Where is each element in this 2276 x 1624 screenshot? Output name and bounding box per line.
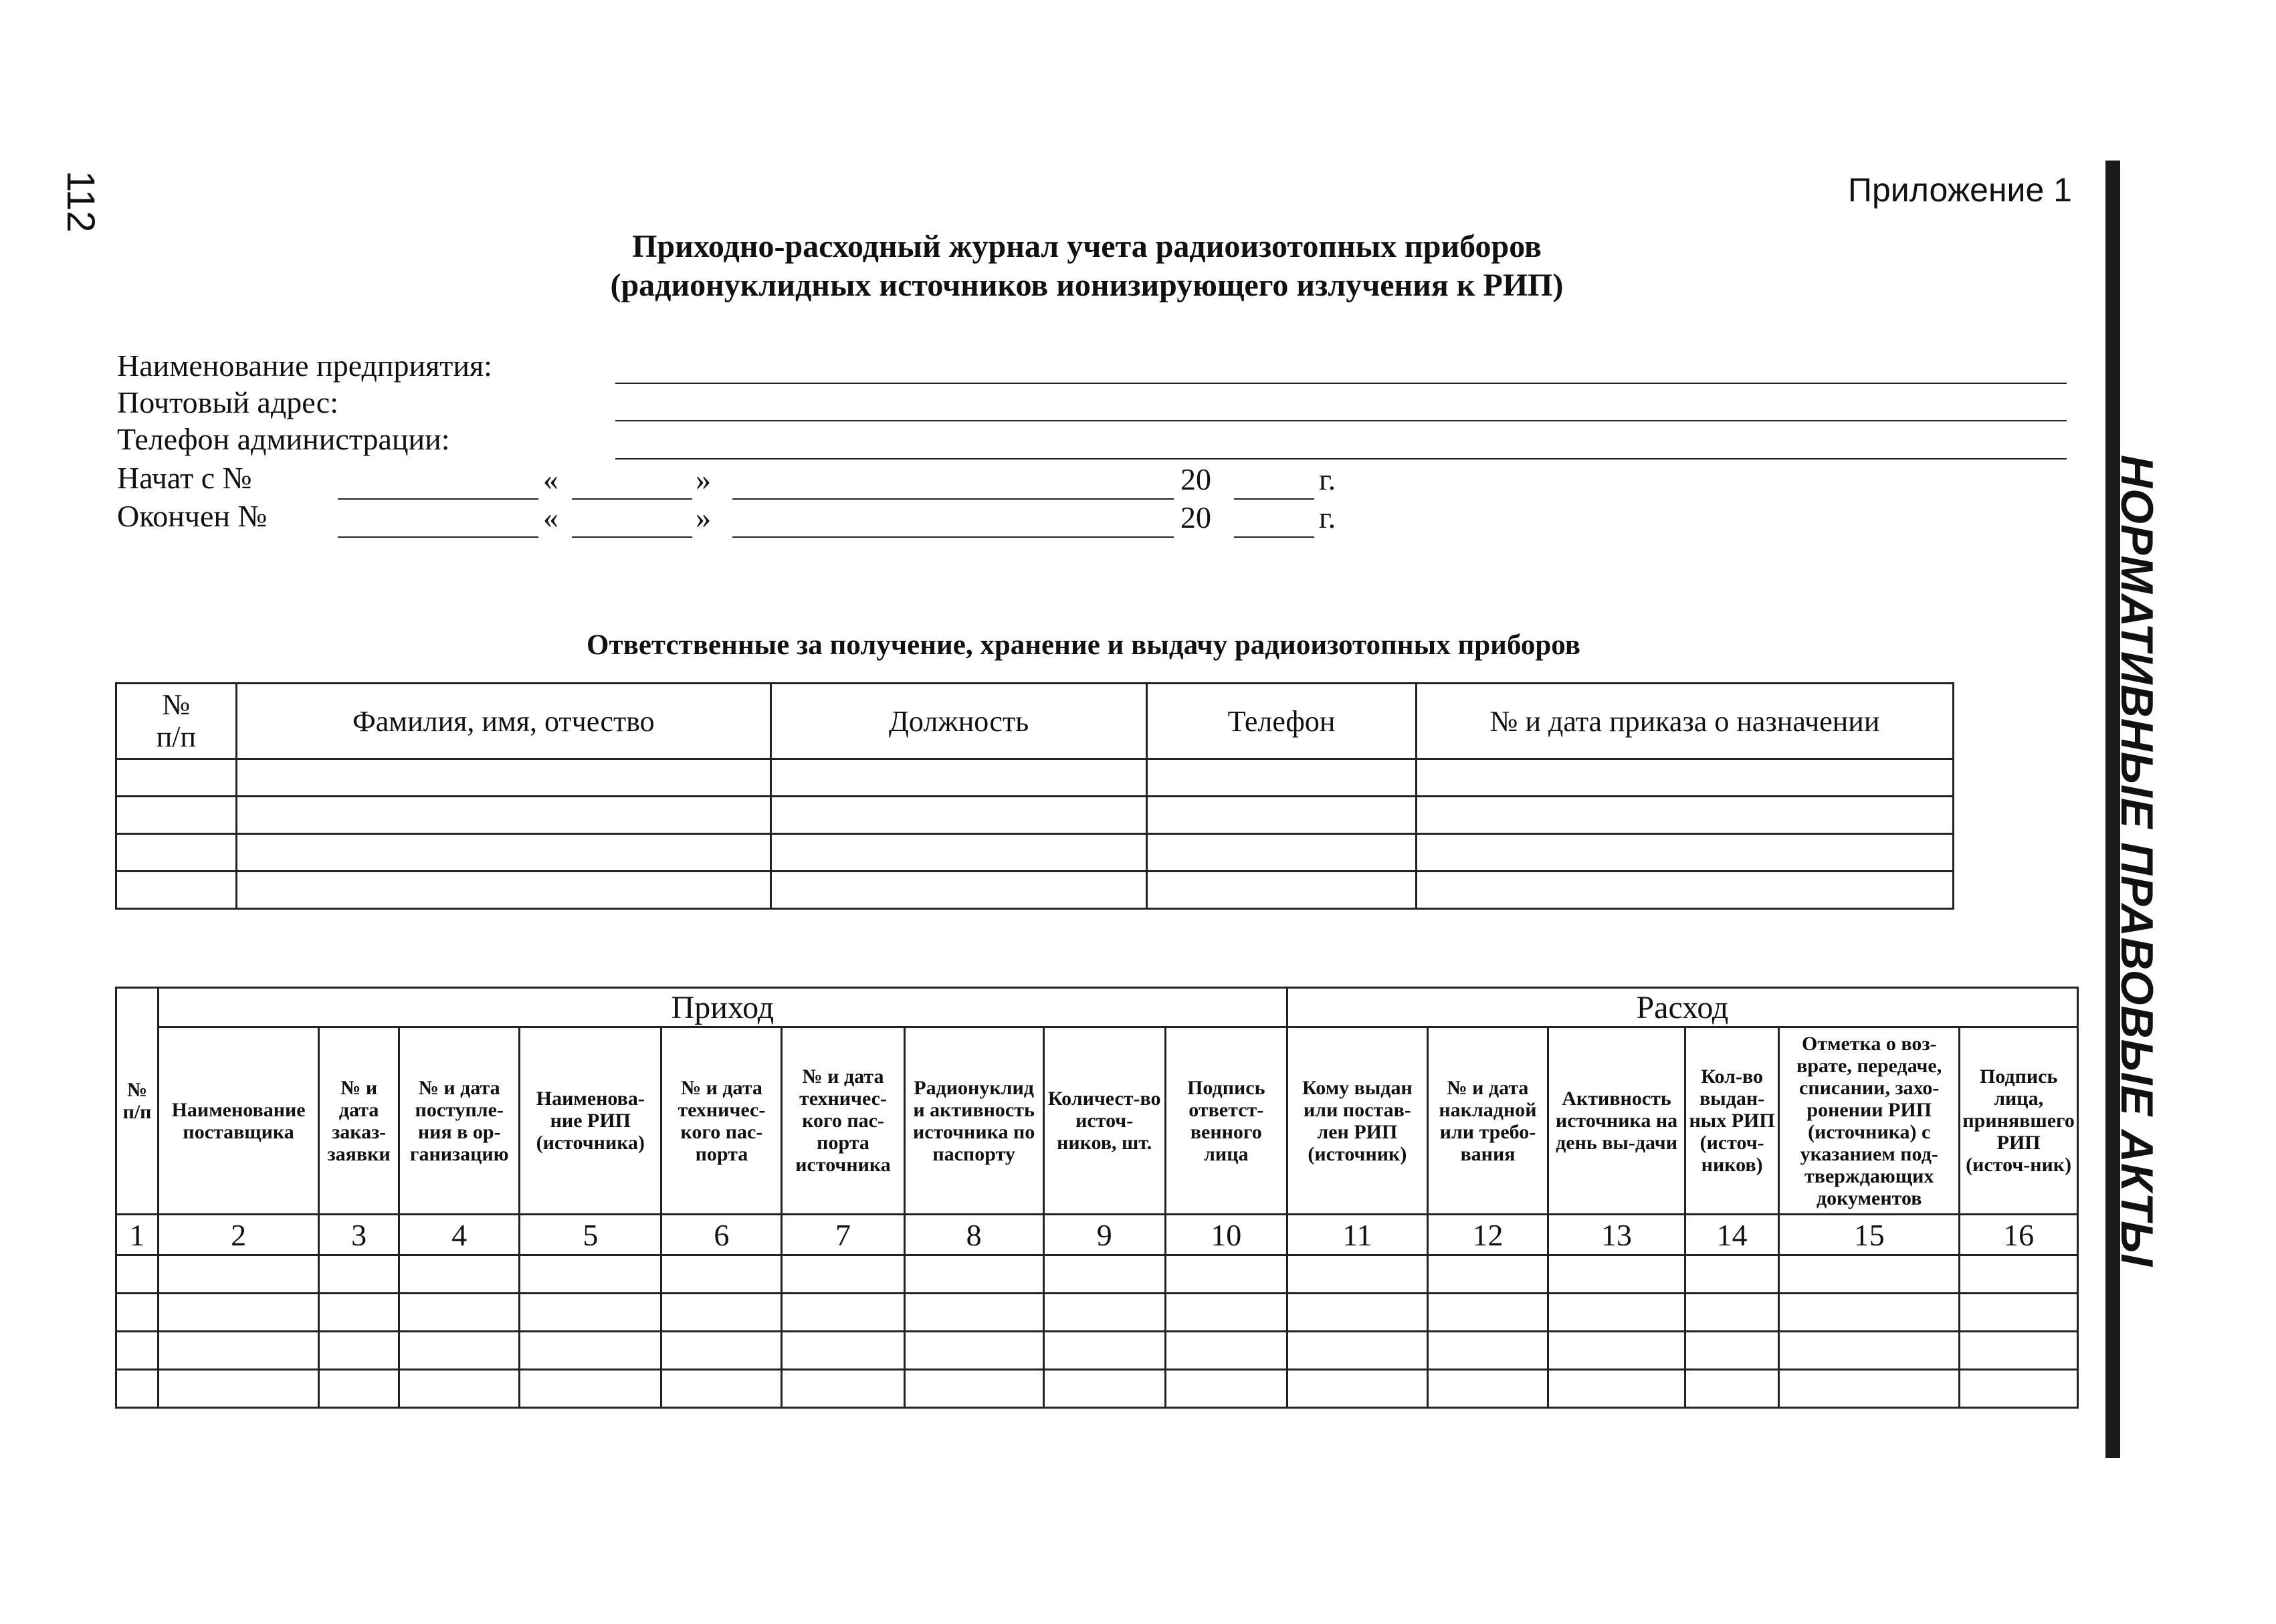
journal-cell[interactable] — [1960, 1332, 2078, 1370]
responsible-row — [116, 834, 1954, 872]
enterprise-field[interactable] — [615, 383, 2067, 384]
responsible-cell[interactable] — [1416, 872, 1953, 909]
journal-col-5: Наименова-ние РИП (источника) — [520, 1027, 661, 1215]
journal-cell[interactable] — [520, 1370, 661, 1408]
journal-col-number: 4 — [399, 1215, 520, 1255]
ended-quote-close: » — [696, 500, 711, 534]
responsible-header-row — [116, 684, 1954, 759]
journal-cell[interactable] — [319, 1255, 399, 1294]
journal-cell[interactable] — [1043, 1294, 1165, 1332]
journal-cell[interactable] — [1960, 1370, 2078, 1408]
journal-number-row — [116, 1215, 2078, 1255]
journal-header-row — [116, 1027, 2078, 1215]
journal-table — [115, 987, 2079, 1409]
document-title — [468, 227, 1705, 305]
phone-field[interactable] — [615, 458, 2067, 460]
journal-cell[interactable] — [520, 1294, 661, 1332]
started-day-field[interactable] — [572, 498, 692, 500]
journal-col-14: Кол-во выдан-ных РИП (источ-ников) — [1685, 1027, 1779, 1215]
responsible-cell[interactable] — [1147, 797, 1417, 834]
journal-cell[interactable] — [661, 1332, 782, 1370]
journal-cell[interactable] — [399, 1294, 520, 1332]
journal-cell[interactable] — [1960, 1294, 2078, 1332]
journal-col-6: № и дата техничес-кого пас-порта — [661, 1027, 782, 1215]
journal-row — [116, 1370, 2078, 1408]
started-quote-open: « — [543, 462, 558, 496]
journal-cell[interactable] — [1685, 1255, 1779, 1294]
journal-col-number: 7 — [782, 1215, 904, 1255]
responsible-cell[interactable] — [236, 834, 770, 872]
journal-col-8: Радионуклид и активность источника по паспорту — [904, 1027, 1043, 1215]
resp-col-num: № п/п — [116, 684, 237, 759]
journal-cell[interactable] — [319, 1294, 399, 1332]
responsible-cell[interactable] — [116, 872, 237, 909]
journal-cell[interactable] — [1165, 1255, 1287, 1294]
title-line-1: Приходно-расходный журнал учета радиоизотопных приборов — [632, 229, 1542, 264]
journal-cell[interactable] — [1165, 1332, 1287, 1370]
ended-label: Окончен № — [117, 499, 268, 533]
journal-col-number: 12 — [1427, 1215, 1548, 1255]
responsible-cell[interactable] — [116, 797, 237, 834]
journal-cell[interactable] — [319, 1332, 399, 1370]
journal-row — [116, 1332, 2078, 1370]
journal-col-number: 6 — [661, 1215, 782, 1255]
journal-group-row — [116, 988, 2078, 1027]
started-year-suffix: г. — [1319, 462, 1336, 496]
journal-col-number: 8 — [904, 1215, 1043, 1255]
started-quote-close: » — [696, 462, 711, 496]
responsible-row — [116, 872, 1954, 909]
journal-cell[interactable] — [1043, 1332, 1165, 1370]
ended-year-field[interactable] — [1234, 536, 1314, 538]
responsible-cell[interactable] — [770, 872, 1146, 909]
responsible-cell[interactable] — [236, 759, 770, 797]
journal-cell[interactable] — [904, 1370, 1043, 1408]
journal-cell[interactable] — [904, 1332, 1043, 1370]
journal-cell[interactable] — [661, 1294, 782, 1332]
journal-cell[interactable] — [399, 1370, 520, 1408]
journal-col-number: 5 — [520, 1215, 661, 1255]
journal-cell[interactable] — [1427, 1294, 1548, 1332]
journal-cell[interactable] — [1685, 1370, 1779, 1408]
journal-col-number: 9 — [1043, 1215, 1165, 1255]
responsible-row — [116, 797, 1954, 834]
journal-cell[interactable] — [782, 1370, 904, 1408]
journal-cell[interactable] — [1427, 1255, 1548, 1294]
resp-col-name: Фамилия, имя, отчество — [236, 684, 770, 759]
journal-col-15: Отметка о воз-врате, передаче, списании, захо-ронении РИП (источника) с указанием под-тверждающих документов — [1779, 1027, 1960, 1215]
responsible-cell[interactable] — [1416, 759, 1953, 797]
journal-col-3: № и дата заказ-заявки — [319, 1027, 399, 1215]
journal-col-number: 1 — [116, 1215, 159, 1255]
journal-col-16: Подпись лица, принявшего РИП (источ-ник) — [1960, 1027, 2078, 1215]
ended-year-suffix: г. — [1319, 500, 1336, 534]
journal-cell[interactable] — [1779, 1370, 1960, 1408]
journal-cell[interactable] — [1548, 1370, 1685, 1408]
journal-col-number: 11 — [1287, 1215, 1427, 1255]
responsible-cell[interactable] — [1147, 834, 1417, 872]
group-expense: Расход — [1287, 988, 2077, 1027]
journal-col-12: № и дата накладной или требо-вания — [1427, 1027, 1548, 1215]
resp-col-phone: Телефон — [1147, 684, 1417, 759]
journal-cell[interactable] — [520, 1332, 661, 1370]
page-number: 112 — [59, 171, 102, 233]
journal-cell[interactable] — [782, 1255, 904, 1294]
journal-col-7: № и дата техничес-кого пас-порта источника — [782, 1027, 904, 1215]
journal-col-11: Кому выдан или постав-лен РИП (источник) — [1287, 1027, 1427, 1215]
journal-cell[interactable] — [159, 1370, 319, 1408]
enterprise-label: Наименование предприятия: — [117, 348, 492, 383]
journal-row — [116, 1255, 2078, 1294]
address-label: Почтовый адрес: — [117, 385, 338, 419]
responsible-cell[interactable] — [236, 797, 770, 834]
journal-cell[interactable] — [661, 1255, 782, 1294]
journal-cell[interactable] — [1779, 1332, 1960, 1370]
journal-col-number: 13 — [1548, 1215, 1685, 1255]
journal-cell[interactable] — [159, 1332, 319, 1370]
started-label: Начат с № — [117, 461, 252, 495]
journal-cell[interactable] — [1427, 1332, 1548, 1370]
journal-col-num: № п/п — [116, 988, 159, 1215]
resp-col-position: Должность — [770, 684, 1146, 759]
appendix-label: Приложение 1 — [1848, 171, 2072, 209]
journal-cell[interactable] — [1043, 1255, 1165, 1294]
journal-cell[interactable] — [159, 1294, 319, 1332]
responsible-cell[interactable] — [1147, 759, 1417, 797]
journal-cell[interactable] — [116, 1255, 159, 1294]
journal-col-number: 3 — [319, 1215, 399, 1255]
responsible-cell[interactable] — [1416, 834, 1953, 872]
journal-col-number: 15 — [1779, 1215, 1960, 1255]
responsible-table — [115, 682, 1954, 910]
responsible-cell[interactable] — [116, 834, 237, 872]
responsible-cell[interactable] — [770, 834, 1146, 872]
responsible-cell[interactable] — [770, 797, 1146, 834]
journal-cell[interactable] — [1779, 1294, 1960, 1332]
journal-cell[interactable] — [1548, 1294, 1685, 1332]
journal-cell[interactable] — [399, 1255, 520, 1294]
responsible-cell[interactable] — [116, 759, 237, 797]
journal-cell[interactable] — [782, 1294, 904, 1332]
title-line-2: (радионуклидных источников ионизирующего излучения к РИП) — [610, 268, 1564, 303]
phone-label: Телефон администрации: — [117, 422, 450, 456]
responsible-title: Ответственные за получение, хранение и выдачу радиоизотопных приборов — [587, 629, 1580, 661]
side-section-title: НОРМАТИВНЫЕ ПРАВОВЫЕ АКТЫ — [2111, 455, 2162, 1267]
journal-cell[interactable] — [116, 1332, 159, 1370]
journal-cell[interactable] — [399, 1332, 520, 1370]
journal-cell[interactable] — [1779, 1255, 1960, 1294]
journal-row — [116, 1294, 2078, 1332]
journal-cell[interactable] — [116, 1294, 159, 1332]
journal-col-number: 2 — [159, 1215, 319, 1255]
journal-cell[interactable] — [1427, 1370, 1548, 1408]
address-field[interactable] — [615, 420, 2067, 421]
ended-quote-open: « — [543, 500, 558, 534]
responsible-cell[interactable] — [1416, 797, 1953, 834]
journal-cell[interactable] — [1548, 1332, 1685, 1370]
journal-col-2: Наименование поставщика — [159, 1027, 319, 1215]
journal-cell[interactable] — [782, 1332, 904, 1370]
journal-cell[interactable] — [1548, 1255, 1685, 1294]
group-income: Приход — [159, 988, 1287, 1027]
started-year-prefix: 20 — [1180, 462, 1211, 496]
ended-year-prefix: 20 — [1180, 500, 1211, 534]
journal-col-number: 10 — [1165, 1215, 1287, 1255]
journal-cell[interactable] — [1685, 1332, 1779, 1370]
journal-cell[interactable] — [116, 1370, 159, 1408]
journal-cell[interactable] — [520, 1255, 661, 1294]
started-month-field[interactable] — [732, 498, 1174, 500]
journal-col-9: Количест-во источ-ников, шт. — [1043, 1027, 1165, 1215]
journal-cell[interactable] — [1287, 1332, 1427, 1370]
journal-col-number: 14 — [1685, 1215, 1779, 1255]
journal-col-number: 16 — [1960, 1215, 2078, 1255]
journal-col-4: № и дата поступле-ния в ор-ганизацию — [399, 1027, 520, 1215]
journal-cell[interactable] — [1043, 1370, 1165, 1408]
started-number-field[interactable] — [338, 498, 538, 500]
responsible-row — [116, 759, 1954, 797]
journal-cell[interactable] — [661, 1370, 782, 1408]
ended-month-field[interactable] — [732, 536, 1174, 538]
responsible-cell[interactable] — [1147, 872, 1417, 909]
journal-cell[interactable] — [1287, 1294, 1427, 1332]
journal-col-10: Подпись ответст-венного лица — [1165, 1027, 1287, 1215]
responsible-cell[interactable] — [770, 759, 1146, 797]
ended-day-field[interactable] — [572, 536, 692, 538]
journal-cell[interactable] — [1287, 1370, 1427, 1408]
journal-cell[interactable] — [1287, 1255, 1427, 1294]
journal-cell[interactable] — [904, 1255, 1043, 1294]
journal-col-13: Активность источника на день вы-дачи — [1548, 1027, 1685, 1215]
journal-cell[interactable] — [904, 1294, 1043, 1332]
resp-col-order: № и дата приказа о назначении — [1416, 684, 1953, 759]
journal-cell[interactable] — [1960, 1255, 2078, 1294]
journal-cell[interactable] — [1165, 1294, 1287, 1332]
journal-cell[interactable] — [159, 1255, 319, 1294]
journal-cell[interactable] — [1685, 1294, 1779, 1332]
responsible-cell[interactable] — [236, 872, 770, 909]
ended-number-field[interactable] — [338, 536, 538, 538]
journal-cell[interactable] — [319, 1370, 399, 1408]
started-year-field[interactable] — [1234, 498, 1314, 500]
journal-cell[interactable] — [1165, 1370, 1287, 1408]
